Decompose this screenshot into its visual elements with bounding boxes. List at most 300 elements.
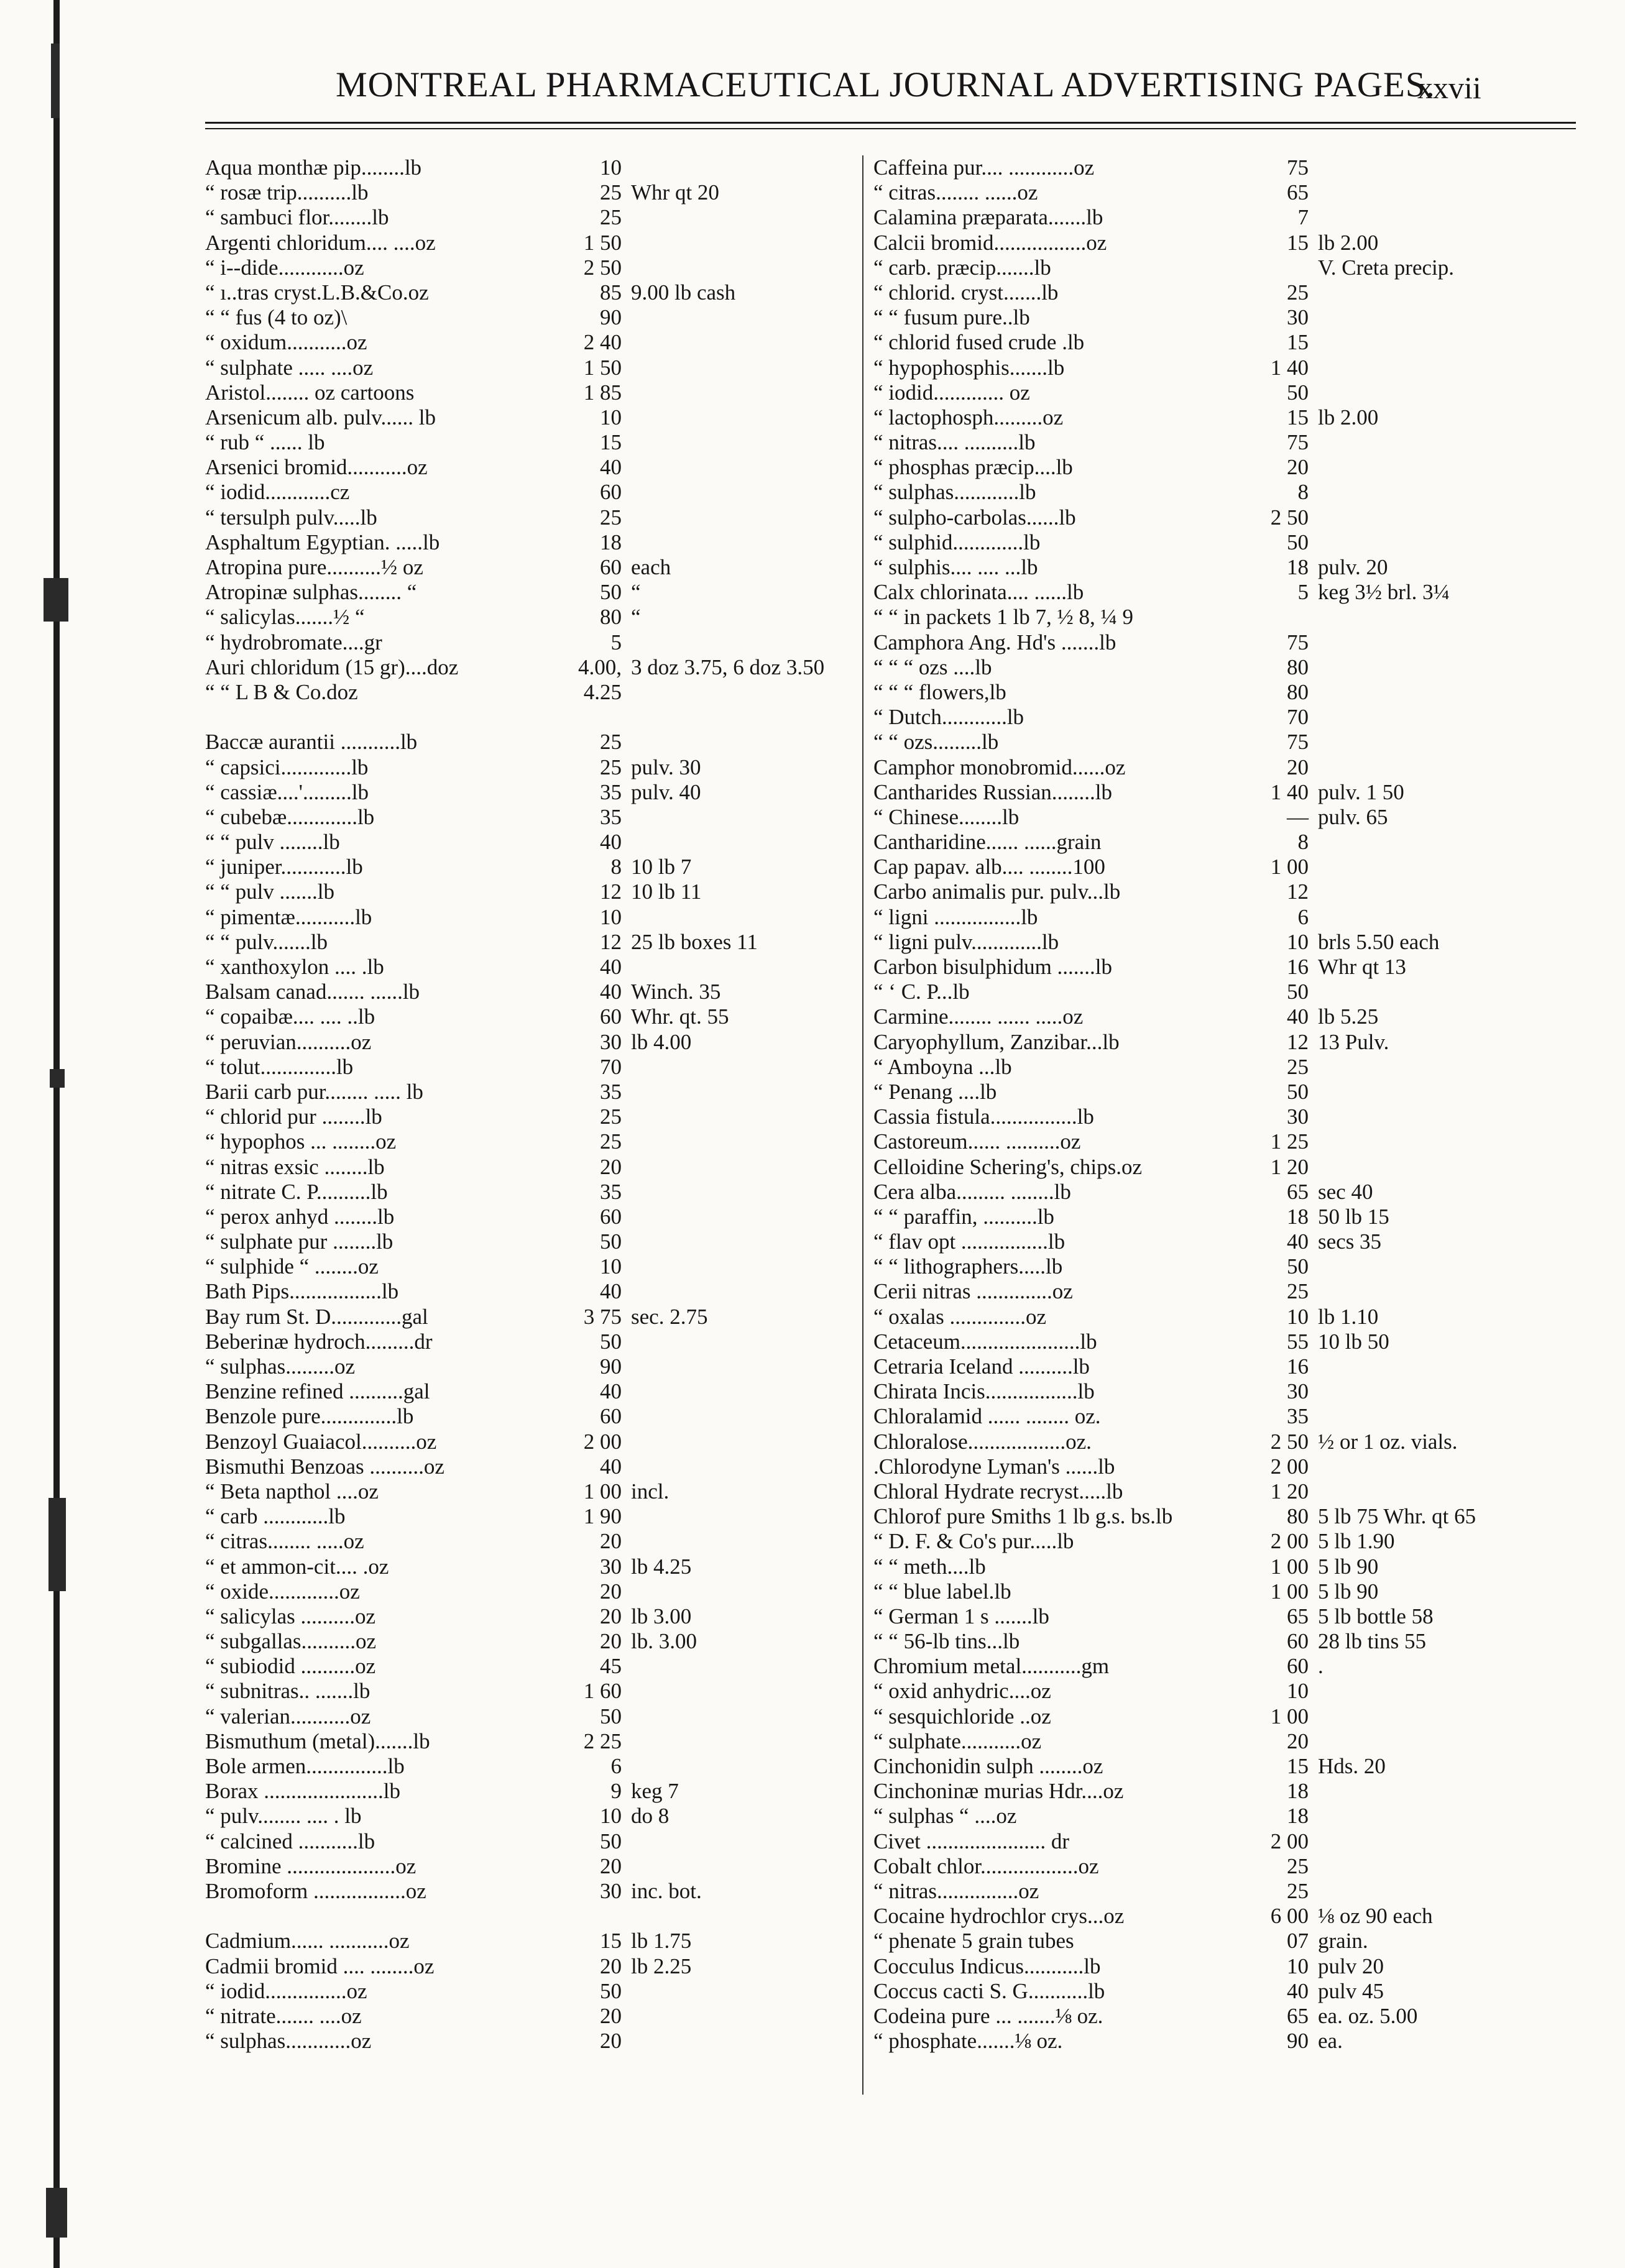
price-list-row xyxy=(205,1205,864,1229)
price-list-row xyxy=(205,905,864,930)
item-note: lb 4.25 xyxy=(631,1554,692,1579)
item-price: 90 xyxy=(600,1354,622,1379)
price-list-row xyxy=(873,2004,1576,2029)
item-note: sec 40 xyxy=(1318,1179,1373,1204)
price-list-row xyxy=(205,1679,864,1704)
price-list-row xyxy=(873,1954,1576,1979)
price-list-row xyxy=(205,1004,864,1029)
item-price: 60 xyxy=(600,1204,622,1229)
item-name: “ “ pulv .......lb xyxy=(205,879,335,904)
item-price: 65 xyxy=(1287,2003,1309,2028)
price-list-row xyxy=(873,1454,1576,1479)
item-note: secs 35 xyxy=(1318,1229,1382,1254)
price-list-row xyxy=(873,980,1576,1004)
item-name: “ xanthoxylon .... .lb xyxy=(205,955,384,979)
price-list-row xyxy=(205,730,864,755)
price-list-row xyxy=(205,280,864,305)
price-list-row xyxy=(873,1080,1576,1104)
item-name: Cadmii bromid .... ........oz xyxy=(205,1954,435,1978)
item-price: 25 xyxy=(600,730,622,755)
price-list-row xyxy=(205,1254,864,1279)
price-list-row xyxy=(205,1979,864,2004)
item-price: 2 50 xyxy=(1270,505,1309,530)
item-price: 20 xyxy=(600,1629,622,1654)
item-price: 60 xyxy=(600,555,622,579)
item-price: 10 xyxy=(1287,1304,1309,1329)
price-list-row xyxy=(205,1180,864,1205)
item-name: Chirata Incis.................lb xyxy=(873,1379,1095,1404)
price-list-row xyxy=(205,805,864,830)
item-name: “ rosæ trip..........lb xyxy=(205,180,369,205)
price-list-row xyxy=(873,1254,1576,1279)
price-list-row xyxy=(873,1904,1576,1929)
item-price: — xyxy=(1287,804,1309,829)
item-note: pulv. 20 xyxy=(1318,555,1388,579)
price-list-row xyxy=(205,1804,864,1829)
price-list-left-column xyxy=(205,155,864,2054)
price-list-row xyxy=(873,1804,1576,1829)
price-list-row xyxy=(205,605,864,630)
price-list-row xyxy=(873,1205,1576,1229)
price-list-row xyxy=(205,505,864,530)
item-name: “ “ ozs.........lb xyxy=(873,730,999,755)
item-note: lb. 3.00 xyxy=(631,1629,697,1654)
item-price: 40 xyxy=(1287,1978,1309,2003)
item-price: 80 xyxy=(1287,679,1309,704)
item-note: lb 2.00 xyxy=(1318,405,1379,429)
item-name: .Chlorodyne Lyman's ......lb xyxy=(873,1454,1115,1479)
item-price: 1 50 xyxy=(583,355,622,380)
price-list-row xyxy=(873,2029,1576,2054)
item-price: 30 xyxy=(1287,1104,1309,1129)
price-list-row xyxy=(873,1479,1576,1504)
price-list-row xyxy=(205,655,864,680)
price-list-row xyxy=(873,280,1576,305)
price-list-row xyxy=(205,855,864,879)
price-list-row xyxy=(205,155,864,180)
price-list-row xyxy=(873,1004,1576,1029)
item-name: “ “ “ flowers,lb xyxy=(873,679,1006,704)
item-name: “ “ lithographers.....lb xyxy=(873,1254,1063,1279)
price-list-row xyxy=(205,1654,864,1679)
item-note: 3 doz 3.75, 6 doz 3.50 xyxy=(631,654,825,679)
item-price: 10 xyxy=(600,1804,622,1829)
price-list-row xyxy=(205,1354,864,1379)
item-name: Arsenicum alb. pulv...... lb xyxy=(205,405,436,429)
item-name: “ sulphas............oz xyxy=(205,2029,372,2054)
item-name: “ phosphas præcip....lb xyxy=(873,455,1073,480)
item-price: 30 xyxy=(600,1878,622,1903)
price-list-row xyxy=(205,2004,864,2029)
price-list-row xyxy=(873,1379,1576,1404)
item-name: Barii carb pur........ ..... lb xyxy=(205,1079,423,1104)
item-note: ea. xyxy=(1318,2029,1343,2054)
item-price: 70 xyxy=(600,1054,622,1079)
item-name: “ “ pulv.......lb xyxy=(205,929,328,954)
item-name: Arsenici bromid...........oz xyxy=(205,455,428,480)
item-price: 10 xyxy=(600,1254,622,1279)
item-name: Civet ...................... dr xyxy=(873,1829,1069,1853)
item-price: 40 xyxy=(600,1279,622,1304)
item-note: pulv 20 xyxy=(1318,1954,1384,1978)
item-name: “ sulphas “ ....oz xyxy=(873,1804,1017,1829)
item-price: 18 xyxy=(1287,1779,1309,1804)
item-price: 1 50 xyxy=(583,230,622,255)
item-price: 75 xyxy=(1287,730,1309,755)
price-list-row xyxy=(205,1030,864,1055)
item-price: 20 xyxy=(600,1604,622,1628)
price-list-row xyxy=(205,830,864,855)
item-name: “ nitras.... ..........lb xyxy=(873,430,1036,455)
item-name: “ nitras exsic ........lb xyxy=(205,1154,385,1179)
item-note: incl. xyxy=(631,1479,670,1504)
price-list-row xyxy=(873,180,1576,205)
price-list-row xyxy=(205,356,864,380)
item-name: Calcii bromid.................oz xyxy=(873,230,1107,255)
item-name: “ “ 56-lb tins...lb xyxy=(873,1629,1020,1654)
item-name: “ phenate 5 grain tubes xyxy=(873,1929,1074,1954)
price-list-row xyxy=(873,205,1576,230)
price-list-row xyxy=(205,1929,864,1954)
item-name: “ hydrobromate....gr xyxy=(205,630,382,654)
item-price: 55 xyxy=(1287,1329,1309,1354)
item-name: Cadmium...... ...........oz xyxy=(205,1929,410,1954)
item-name: “ “ fus (4 to oz)\ xyxy=(205,305,348,330)
item-note: 9.00 lb cash xyxy=(631,280,736,305)
item-price: 25 xyxy=(600,180,622,205)
item-name: “ “ in packets 1 lb 7, ½ 8, ¼ 9 xyxy=(873,605,1133,630)
item-name: “ “ fusum pure..lb xyxy=(873,305,1030,330)
item-name: Cantharides Russian........lb xyxy=(873,779,1112,804)
item-price: 25 xyxy=(1287,1054,1309,1079)
item-name: Calx chlorinata.... ......lb xyxy=(873,580,1084,605)
item-name: Cap papav. alb.... ........100 xyxy=(873,855,1105,879)
price-list-row xyxy=(205,1854,864,1879)
item-price: 25 xyxy=(600,755,622,779)
item-price: 75 xyxy=(1287,430,1309,455)
price-list-row xyxy=(205,1554,864,1579)
price-list-row xyxy=(873,330,1576,355)
item-name: “ subgallas..........oz xyxy=(205,1629,377,1654)
item-note: 13 Pulv. xyxy=(1318,1029,1389,1054)
price-list-row xyxy=(205,380,864,405)
price-list-row xyxy=(873,1329,1576,1354)
item-name: “ nitrate C. P..........lb xyxy=(205,1179,388,1204)
item-name: “ “ “ ozs ....lb xyxy=(873,654,992,679)
item-price: 75 xyxy=(1287,155,1309,180)
price-list-row xyxy=(873,755,1576,780)
price-list-row xyxy=(205,1104,864,1129)
item-note: lb 5.25 xyxy=(1318,1004,1379,1029)
item-price: 1 25 xyxy=(1270,1129,1309,1154)
price-list-row xyxy=(873,605,1576,630)
price-list-row xyxy=(873,1629,1576,1654)
item-name: Argenti chloridum.... ....oz xyxy=(205,230,436,255)
item-name: “ sambuci flor........lb xyxy=(205,205,389,230)
item-price: 20 xyxy=(600,1853,622,1878)
price-list-row xyxy=(205,955,864,980)
item-name: Cantharidine...... ......grain xyxy=(873,830,1102,855)
item-name: “ Amboyna ...lb xyxy=(873,1054,1012,1079)
item-price: 50 xyxy=(600,1704,622,1729)
section-gap xyxy=(205,1904,864,1929)
item-note: brls 5.50 each xyxy=(1318,929,1440,954)
price-list-row xyxy=(205,580,864,605)
item-note: pulv. 30 xyxy=(631,755,701,779)
price-list-row xyxy=(873,905,1576,930)
item-name: “ salicylas ..........oz xyxy=(205,1604,376,1628)
item-price: 20 xyxy=(600,1529,622,1554)
item-name: “ citras........ ......oz xyxy=(873,180,1038,205)
item-price: 10 xyxy=(600,904,622,929)
item-price: 1 00 xyxy=(583,1479,622,1504)
item-name: Aristol........ oz cartoons xyxy=(205,380,415,405)
item-note: 5 lb bottle 58 xyxy=(1318,1604,1434,1628)
item-price: 2 50 xyxy=(1270,1429,1309,1454)
item-name: Benzine refined ..........gal xyxy=(205,1379,430,1404)
item-name: Cocculus Indicus...........lb xyxy=(873,1954,1101,1978)
item-price: 10 xyxy=(600,155,622,180)
item-note: 10 lb 7 xyxy=(631,855,692,879)
item-name: “ et ammon-cit.... .oz xyxy=(205,1554,389,1579)
item-price: 80 xyxy=(1287,654,1309,679)
price-list-row xyxy=(873,405,1576,430)
item-note: lb 2.00 xyxy=(1318,230,1379,255)
item-name: “ iodid............cz xyxy=(205,480,350,505)
item-name: “ “ blue label.lb xyxy=(873,1579,1011,1604)
item-name: Cinchonidin sulph ........oz xyxy=(873,1754,1103,1778)
price-list-row xyxy=(873,1504,1576,1529)
price-list-row xyxy=(205,430,864,455)
item-note: lb 2.25 xyxy=(631,1954,692,1978)
price-list-row xyxy=(205,1479,864,1504)
item-price: 10 xyxy=(1287,1954,1309,1978)
price-list-row xyxy=(873,879,1576,904)
item-note: ½ or 1 oz. vials. xyxy=(1318,1429,1458,1454)
item-price: 12 xyxy=(1287,879,1309,904)
item-name: “ “ pulv ........lb xyxy=(205,830,340,855)
price-list-row xyxy=(205,1404,864,1429)
item-price: 12 xyxy=(600,929,622,954)
item-price: 40 xyxy=(1287,1004,1309,1029)
item-note: 10 lb 50 xyxy=(1318,1329,1389,1354)
item-note: keg 3½ brl. 3¼ xyxy=(1318,580,1450,605)
price-list-row xyxy=(205,780,864,805)
price-list-row xyxy=(873,380,1576,405)
item-price: 50 xyxy=(1287,380,1309,405)
price-list-row xyxy=(873,430,1576,455)
price-list-row xyxy=(205,405,864,430)
item-name: “ oxidum...........oz xyxy=(205,330,367,355)
price-list-row xyxy=(873,480,1576,505)
item-price: 45 xyxy=(600,1654,622,1679)
item-price: 50 xyxy=(1287,1079,1309,1104)
item-price: 25 xyxy=(600,205,622,230)
item-price: 40 xyxy=(600,1454,622,1479)
price-list-row xyxy=(873,1554,1576,1579)
item-name: “ copaibæ.... .... ..lb xyxy=(205,1004,375,1029)
price-list-row xyxy=(205,455,864,480)
price-list-row xyxy=(205,755,864,780)
price-list-row xyxy=(873,1104,1576,1129)
item-price: 25 xyxy=(1287,1878,1309,1903)
item-name: “ pimentæ...........lb xyxy=(205,904,372,929)
price-list-row xyxy=(873,1929,1576,1954)
price-list-row xyxy=(873,1729,1576,1754)
price-list-row xyxy=(873,1180,1576,1205)
item-price: 50 xyxy=(1287,530,1309,554)
item-name: Chromium metal...........gm xyxy=(873,1654,1110,1679)
price-list-row xyxy=(873,455,1576,480)
price-list-row xyxy=(205,1430,864,1454)
price-list-row xyxy=(873,855,1576,879)
item-price: 1 90 xyxy=(583,1504,622,1529)
item-price: 1 85 xyxy=(583,380,622,405)
price-list-row xyxy=(205,1055,864,1080)
price-list-row xyxy=(205,1779,864,1804)
item-name: “ “ paraffin, ..........lb xyxy=(873,1204,1054,1229)
item-price: 20 xyxy=(600,2003,622,2028)
item-name: “ nitrate....... ....oz xyxy=(205,2003,362,2028)
item-name: “ sulpho-carbolas......lb xyxy=(873,505,1076,530)
price-list-row xyxy=(205,1604,864,1629)
item-price: 5 xyxy=(1297,580,1309,605)
item-name: Bromine ....................oz xyxy=(205,1853,417,1878)
item-note: . xyxy=(1318,1654,1323,1679)
item-name: Auri chloridum (15 gr)....doz xyxy=(205,654,459,679)
item-name: “ Penang ....lb xyxy=(873,1079,997,1104)
item-price: 18 xyxy=(600,530,622,554)
price-list-row xyxy=(205,1529,864,1554)
item-name: “ hypophosphis.......lb xyxy=(873,355,1065,380)
item-name: “ iodid...............oz xyxy=(205,1978,367,2003)
price-list-row xyxy=(873,580,1576,605)
item-price: 90 xyxy=(600,305,622,330)
item-note: lb 4.00 xyxy=(631,1029,692,1054)
item-price: 6 00 xyxy=(1270,1904,1309,1929)
price-list-row xyxy=(205,1879,864,1904)
item-name: Bismuthum (metal).......lb xyxy=(205,1729,430,1753)
item-price: 40 xyxy=(600,980,622,1004)
price-list-row xyxy=(205,980,864,1004)
item-price: 25 xyxy=(600,1129,622,1154)
price-list-row xyxy=(873,1579,1576,1604)
item-price: 20 xyxy=(600,1154,622,1179)
item-name: Cocaine hydrochlor crys...oz xyxy=(873,1904,1125,1929)
price-list-row xyxy=(873,780,1576,805)
page-number: xxvii xyxy=(1417,70,1481,105)
item-name: “ peruvian..........oz xyxy=(205,1029,372,1054)
item-price: 15 xyxy=(600,1929,622,1954)
item-note: 5 lb 90 xyxy=(1318,1554,1379,1579)
item-note: pulv 45 xyxy=(1318,1978,1384,2003)
item-note: inc. bot. xyxy=(631,1878,702,1903)
item-name: “ carb ............lb xyxy=(205,1504,346,1529)
item-name: Bismuthi Benzoas ..........oz xyxy=(205,1454,444,1479)
item-price: 20 xyxy=(1287,1729,1309,1753)
price-list-row xyxy=(873,655,1576,680)
price-list-row xyxy=(205,305,864,330)
item-price: 30 xyxy=(1287,305,1309,330)
item-name: “ chlorid. cryst.......lb xyxy=(873,280,1059,305)
item-note: 10 lb 11 xyxy=(631,879,702,904)
price-list-row xyxy=(205,1629,864,1654)
price-list-row xyxy=(205,255,864,280)
item-price: 35 xyxy=(600,1179,622,1204)
item-price: 2 00 xyxy=(583,1429,622,1454)
item-name: “ capsici.............lb xyxy=(205,755,369,779)
item-name: “ ‘ C. P...lb xyxy=(873,980,970,1004)
item-note: Winch. 35 xyxy=(631,980,721,1004)
item-price: 8 xyxy=(1297,480,1309,505)
item-price: 60 xyxy=(600,1004,622,1029)
item-note: “ xyxy=(631,580,641,605)
item-name: “ valerian...........oz xyxy=(205,1704,371,1729)
price-list-row xyxy=(205,1080,864,1104)
page-header xyxy=(336,65,1579,121)
item-note: do 8 xyxy=(631,1804,670,1829)
item-price: 18 xyxy=(1287,1804,1309,1829)
item-name: “ D. F. & Co's pur.....lb xyxy=(873,1529,1074,1554)
item-note: 5 lb 75 Whr. qt 65 xyxy=(1318,1504,1476,1529)
item-note: lb 1.10 xyxy=(1318,1304,1379,1329)
price-list-row xyxy=(873,505,1576,530)
item-price: 1 00 xyxy=(1270,1579,1309,1604)
item-name: Atropinæ sulphas........ “ xyxy=(205,580,417,605)
item-name: Aqua monthæ pip........lb xyxy=(205,155,422,180)
item-name: Bay rum St. D.............gal xyxy=(205,1304,428,1329)
item-price: 50 xyxy=(600,1978,622,2003)
price-list-row xyxy=(205,1329,864,1354)
item-name: Cobalt chlor..................oz xyxy=(873,1853,1099,1878)
price-list-row xyxy=(873,1654,1576,1679)
item-price: 2 40 xyxy=(583,330,622,355)
item-name: “ “ L B & Co.doz xyxy=(205,679,358,704)
item-price: 8 xyxy=(1297,830,1309,855)
item-note: 50 lb 15 xyxy=(1318,1204,1389,1229)
item-price: 2 00 xyxy=(1270,1529,1309,1554)
item-price: 90 xyxy=(1287,2029,1309,2054)
item-note: lb 1.75 xyxy=(631,1929,692,1954)
item-price: 18 xyxy=(1287,1204,1309,1229)
item-price: 4.25 xyxy=(583,679,622,704)
item-name: “ chlorid fused crude .lb xyxy=(873,330,1085,355)
price-list-row xyxy=(873,231,1576,255)
item-price: 50 xyxy=(600,1229,622,1254)
item-price: 60 xyxy=(600,480,622,505)
price-list-row xyxy=(873,1354,1576,1379)
item-name: Cetaceum......................lb xyxy=(873,1329,1097,1354)
price-list-row xyxy=(873,1305,1576,1329)
price-list-row xyxy=(205,879,864,904)
item-name: Cetraria Iceland ..........lb xyxy=(873,1354,1090,1379)
item-name: Chloralose..................oz. xyxy=(873,1429,1092,1454)
item-name: “ ligni pulv.............lb xyxy=(873,929,1059,954)
item-name: Caryophyllum, Zanzibar...lb xyxy=(873,1029,1120,1054)
item-price: 1 00 xyxy=(1270,855,1309,879)
price-list-row xyxy=(205,930,864,955)
item-name: Cinchoninæ murias Hdr....oz xyxy=(873,1779,1124,1804)
price-list-row xyxy=(205,630,864,655)
item-price: 25 xyxy=(1287,280,1309,305)
price-list-row xyxy=(205,1729,864,1754)
price-list-row xyxy=(873,356,1576,380)
header-rule-bottom xyxy=(205,128,1576,129)
item-name: Castoreum...... ..........oz xyxy=(873,1129,1081,1154)
item-price: 50 xyxy=(600,580,622,605)
item-price: 25 xyxy=(1287,1853,1309,1878)
item-name: Codeina pure ... .......⅛ oz. xyxy=(873,2003,1103,2028)
